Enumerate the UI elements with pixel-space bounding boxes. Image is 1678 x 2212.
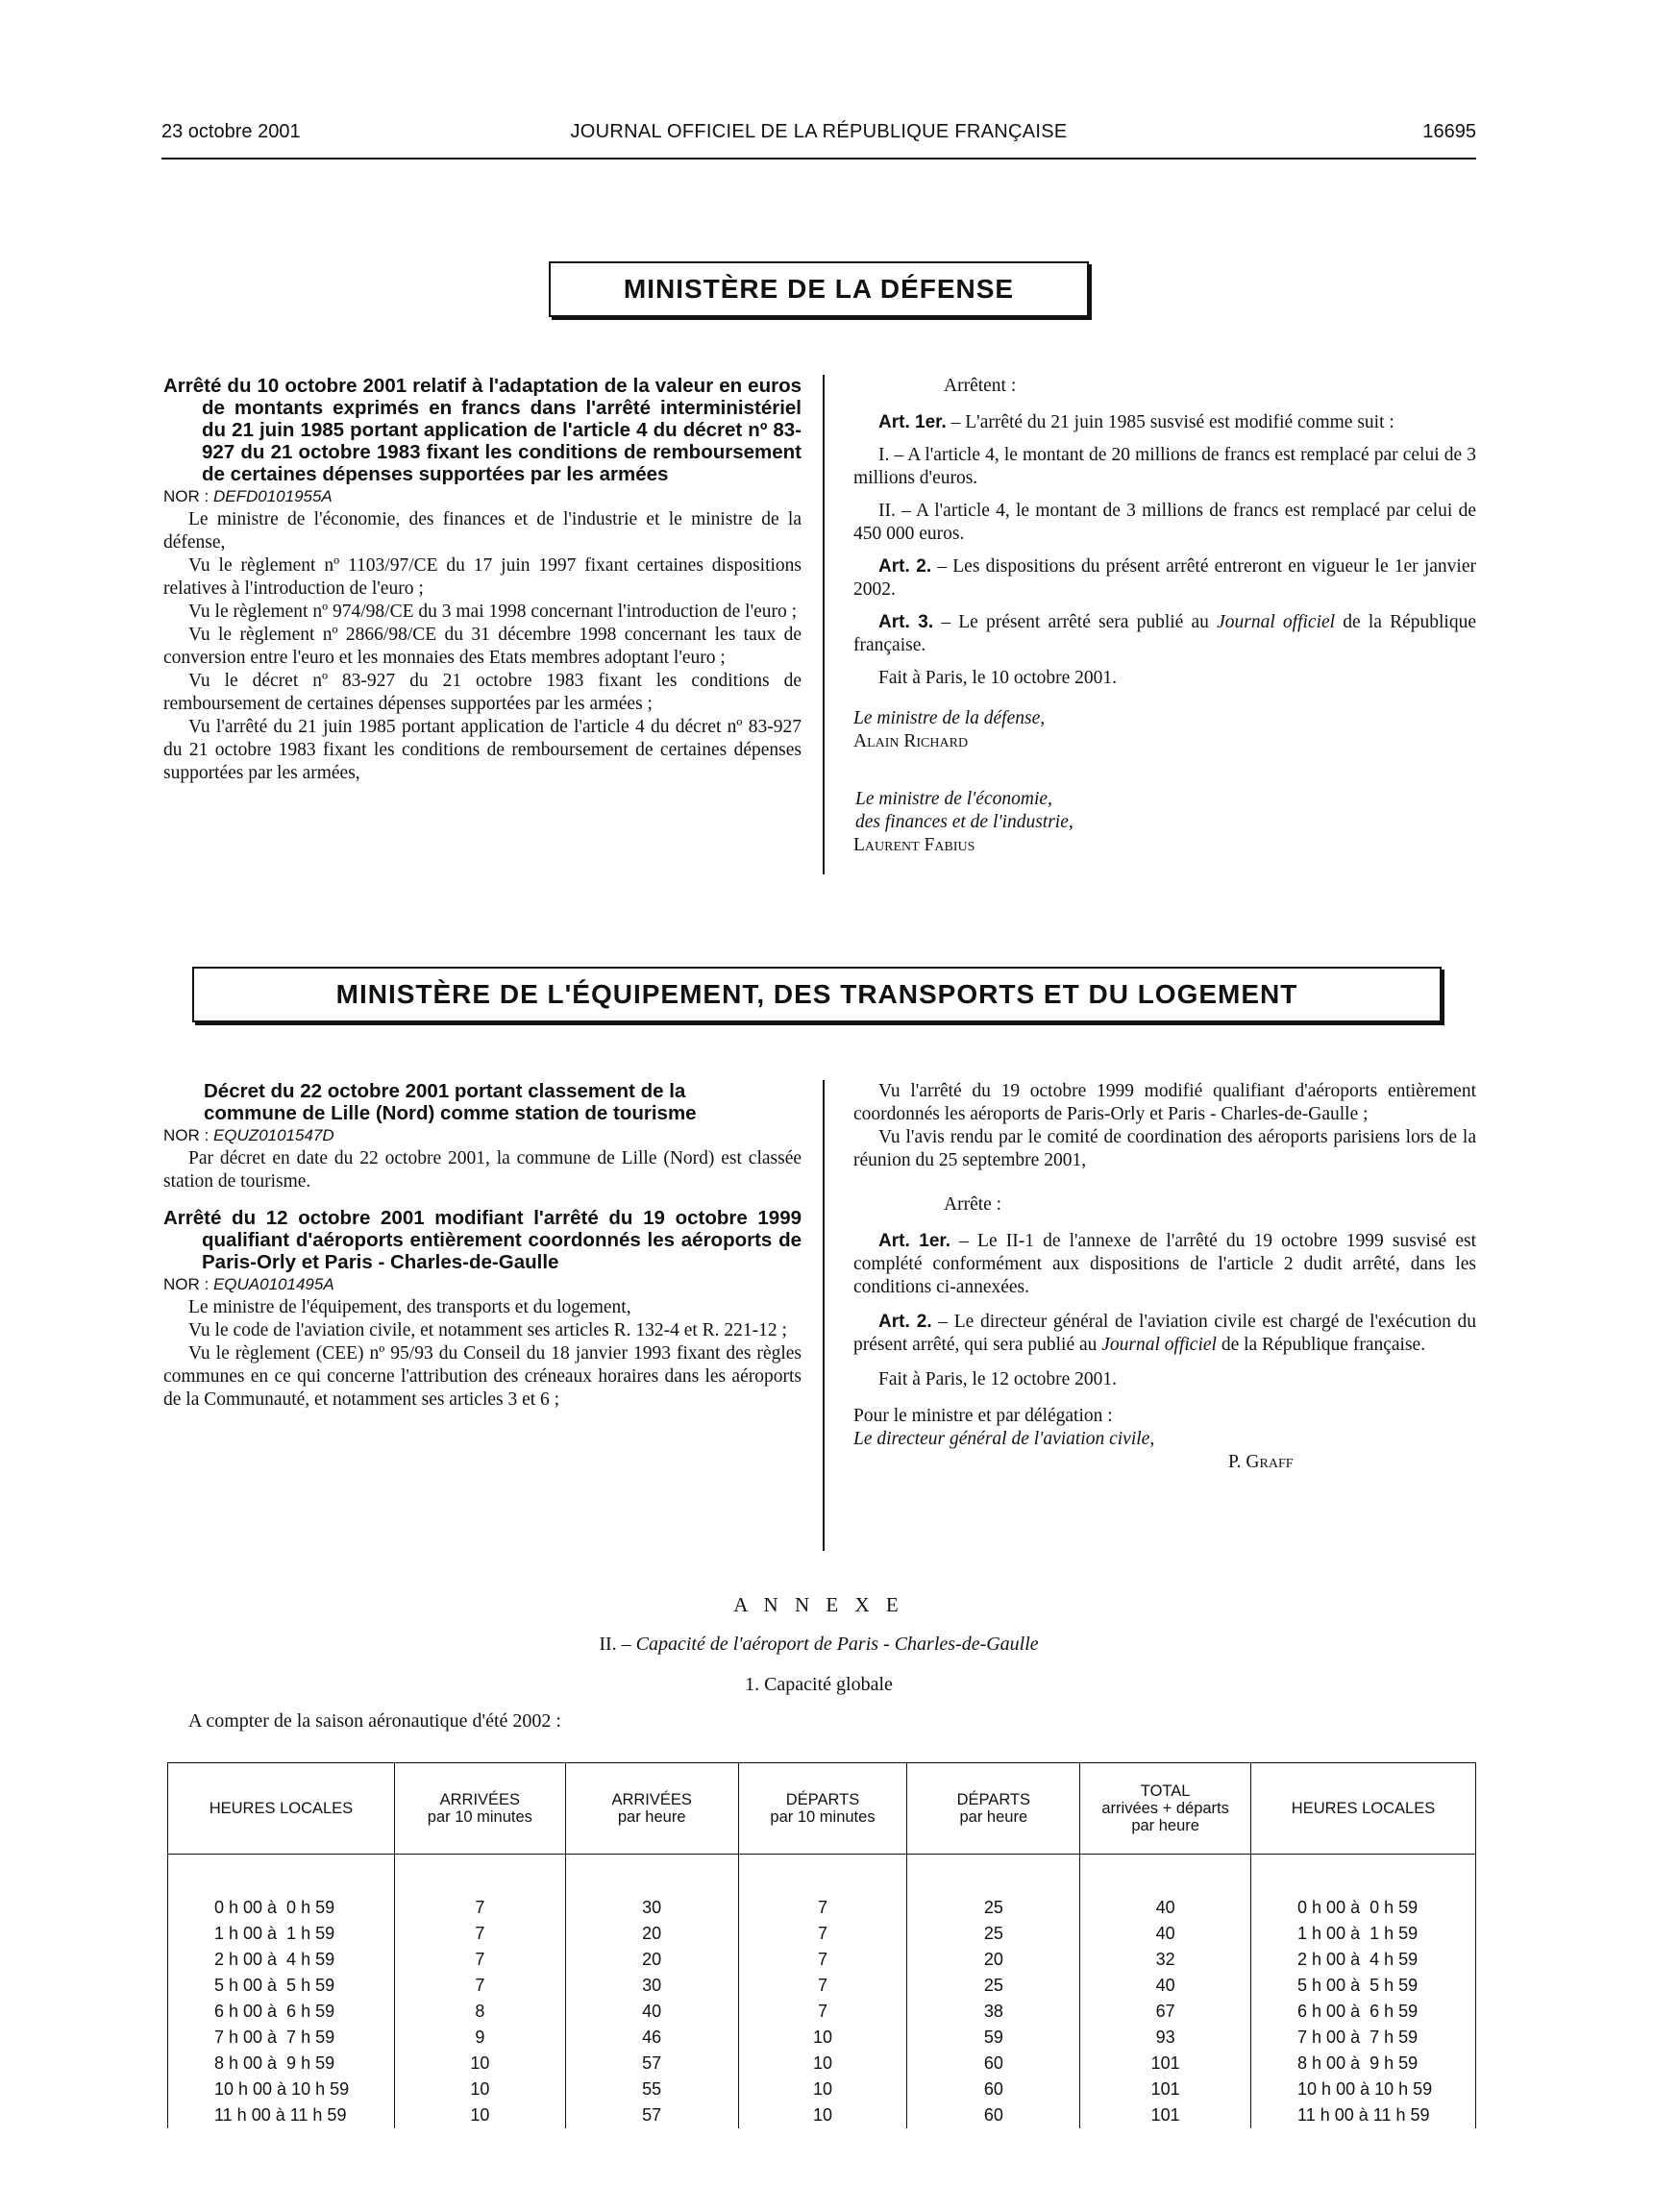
arrete-airports-fait: Fait à Paris, le 12 octobre 2001.	[878, 1369, 1118, 1389]
table-cell: 10 h 00 à 10 h 59	[168, 2077, 395, 2102]
table-cell: 7	[394, 1921, 565, 1947]
arrete-airports-paragraph-1: Le ministre de l'équipement, des transports et du logement,	[188, 1297, 631, 1317]
header-page-number: 16695	[1422, 121, 1476, 142]
arrete-airports-paragraph-3: Vu le règlement (CEE) nº 95/93 du Conseil du 18 janvier 1993 fixant des règles communes en ce qui concerne l'attribution des créneaux horaires dans les aéroports de la Communauté, et notamment ses articles 3 et 6 ;	[163, 1343, 802, 1410]
table-cell: 6 h 00 à 6 h 59	[168, 1999, 395, 2025]
table-cell: 1 h 00 à 1 h 59	[168, 1921, 395, 1947]
header-date: 23 octobre 2001	[161, 121, 301, 142]
table-cell: 7 h 00 à 7 h 59	[1251, 2025, 1476, 2051]
defense-paragraph-6: Vu l'arrêté du 21 juin 1985 portant application de l'article 4 du décret nº 83-927 du 21 octobre 1983 fixant les conditions de remboursement de certaines dépenses supportées par les armées,	[163, 717, 802, 783]
table-row	[168, 1895, 1476, 1921]
table-cell: 25	[907, 1921, 1080, 1947]
table-cell: 7	[738, 1921, 907, 1947]
defense-column-divider	[823, 375, 825, 874]
header-journal-title: JOURNAL OFFICIEL DE LA RÉPUBLIQUE FRANÇAISE	[570, 121, 1068, 142]
ministry-equipement-title: MINISTÈRE DE L'ÉQUIPEMENT, DES TRANSPORTS ET DU LOGEMENT	[335, 979, 1298, 1009]
defense-right-column	[853, 375, 1476, 857]
arrete-airports-paragraph-4: Vu l'arrêté du 19 octobre 1999 modifié qualifiant d'aéroports entièrement coordonnés les aéroports de Paris-Orly et Paris - Charles-de-Gaulle ;	[853, 1081, 1476, 1124]
annex-section-title: 1. Capacité globale	[745, 1674, 893, 1695]
column-header-departs-10min: DÉPARTS par 10 minutes	[738, 1763, 907, 1855]
equipement-left-column	[163, 1080, 802, 1412]
defense-fait: Fait à Paris, le 10 octobre 2001.	[878, 668, 1118, 688]
decree-lille-nor: NOR : EQUZ0101547D	[163, 1126, 334, 1144]
column-header-heures-locales-right: HEURES LOCALES	[1251, 1763, 1476, 1855]
table-cell: 101	[1080, 2102, 1251, 2128]
page-header	[161, 113, 1476, 152]
defense-signature-2-name: Laurent Fabius	[853, 835, 975, 855]
defense-paragraph-4: Vu le règlement nº 2866/98/CE du 31 décembre 1998 concernant les taux de conversion entre l'euro et les monnaies des Etats membres adoptant l'euro ;	[163, 625, 802, 668]
table-cell: 8 h 00 à 9 h 59	[1251, 2051, 1476, 2077]
table-row	[168, 1947, 1476, 1973]
table-cell: 38	[907, 1999, 1080, 2025]
table-cell: 59	[907, 2025, 1080, 2051]
table-cell: 20	[907, 1947, 1080, 1973]
annex-subtitle: II. – Capacité de l'aéroport de Paris - Charles-de-Gaulle	[599, 1634, 1039, 1655]
table-row	[168, 2051, 1476, 2077]
ministry-defense-title: MINISTÈRE DE LA DÉFENSE	[623, 274, 1015, 304]
table-cell: 10	[738, 2051, 907, 2077]
arrete-airports-signature-name: P. Graff	[1228, 1452, 1294, 1472]
table-cell: 60	[907, 2077, 1080, 2102]
table-row	[168, 1921, 1476, 1947]
column-header-arrivees-heure: ARRIVÉES par heure	[565, 1763, 738, 1855]
table-cell: 7 h 00 à 7 h 59	[168, 2025, 395, 2051]
table-cell: 46	[565, 2025, 738, 2051]
defense-signature-1-name: Alain Richard	[853, 731, 969, 751]
arrete-airports-paragraph-5: Vu l'avis rendu par le comité de coordination des aéroports parisiens lors de la réunion du 25 septembre 2001,	[853, 1127, 1476, 1170]
table-cell: 9	[394, 2025, 565, 2051]
arrete-airports-article-2: Art. 2. – Le directeur général de l'aviation civile est chargé de l'exécution du présent arrêté, qui sera publié au Journal officiel de la République française.	[853, 1312, 1476, 1355]
defense-paragraph-5: Vu le décret nº 83-927 du 21 octobre 1983 fixant les conditions de remboursement de certaines dépenses supportées par les armées ;	[163, 671, 802, 714]
ministry-defense-box	[549, 261, 1089, 317]
table-cell: 40	[1080, 1973, 1251, 1999]
capacity-table	[167, 1762, 1476, 2128]
defense-paragraph-1: Le ministre de l'économie, des finances et de l'industrie et le ministre de la défense,	[163, 509, 802, 553]
table-cell: 10	[738, 2025, 907, 2051]
table-cell: 10	[394, 2077, 565, 2102]
column-header-heures-locales: HEURES LOCALES	[168, 1763, 395, 1855]
capacity-table-header-row	[168, 1763, 1476, 1855]
defense-paragraph-3: Vu le règlement nº 974/98/CE du 3 mai 1998 concernant l'introduction de l'euro ;	[188, 602, 798, 622]
arrete-airports-title: Arrêté du 12 octobre 2001 modifiant l'arrêté du 19 octobre 1999 qualifiant d'aéroports entièrement coordonnés les aéroports de Paris-Orly et Paris - Charles-de-Gaulle	[163, 1207, 802, 1273]
column-header-total: TOTAL arrivées + départs par heure	[1080, 1763, 1251, 1855]
table-cell: 7	[738, 1895, 907, 1921]
defense-article-1-i: I. – A l'article 4, le montant de 20 millions de francs est remplacé par celui de 3 millions d'euros.	[853, 445, 1476, 488]
defense-signature-2-title: Le ministre de l'économie, des finances et de l'industrie,	[855, 789, 1073, 832]
table-cell: 7	[394, 1895, 565, 1921]
defense-article-3: Art. 3. – Le présent arrêté sera publié au Journal officiel de la République française.	[853, 612, 1476, 655]
decree-lille-title: Décret du 22 octobre 2001 portant classement de la commune de Lille (Nord) comme station de tourisme	[204, 1080, 697, 1124]
arrete-airports-signature-line-1: Pour le ministre et par délégation :	[853, 1406, 1113, 1426]
defense-signature-1-title: Le ministre de la défense,	[853, 708, 1046, 728]
table-cell: 11 h 00 à 11 h 59	[1251, 2102, 1476, 2128]
table-cell: 20	[565, 1921, 738, 1947]
table-cell: 30	[565, 1895, 738, 1921]
defense-left-column	[163, 375, 802, 785]
arrete-airports-article-1: Art. 1er. – Le II-1 de l'annexe de l'arrêté du 19 octobre 1999 susvisé est complété conformément aux dispositions de l'article 2 dudit arrêté, dans les conditions ci-annexées.	[853, 1231, 1476, 1297]
defense-article-1: Art. 1er. – L'arrêté du 21 juin 1985 susvisé est modifié comme suit :	[878, 412, 1394, 432]
table-cell: 7	[738, 1973, 907, 1999]
arrete-airports-arrete: Arrête :	[944, 1194, 1002, 1215]
defense-nor: NOR : DEFD0101955A	[163, 487, 333, 505]
table-cell: 57	[565, 2051, 738, 2077]
annex-intro: A compter de la saison aéronautique d'été 2002 :	[188, 1710, 561, 1732]
table-cell: 10	[394, 2102, 565, 2128]
equipement-column-divider	[823, 1080, 825, 1551]
header-rule	[161, 158, 1476, 160]
table-row	[168, 2077, 1476, 2102]
table-cell: 5 h 00 à 5 h 59	[1251, 1973, 1476, 1999]
table-cell: 7	[738, 1999, 907, 2025]
arrete-airports-signature-line-2: Le directeur général de l'aviation civile,	[853, 1429, 1155, 1449]
table-cell: 101	[1080, 2051, 1251, 2077]
table-cell: 10 h 00 à 10 h 59	[1251, 2077, 1476, 2102]
table-cell: 25	[907, 1895, 1080, 1921]
table-cell: 32	[1080, 1947, 1251, 1973]
decree-lille-paragraph: Par décret en date du 22 octobre 2001, la commune de Lille (Nord) est classée station de tourisme.	[163, 1148, 802, 1192]
table-cell: 10	[394, 2051, 565, 2077]
arrete-airports-nor: NOR : EQUA0101495A	[163, 1275, 334, 1293]
ministry-equipement-box	[192, 967, 1442, 1022]
column-header-departs-heure: DÉPARTS par heure	[907, 1763, 1080, 1855]
table-row	[168, 2025, 1476, 2051]
table-cell: 25	[907, 1973, 1080, 1999]
table-cell: 67	[1080, 1999, 1251, 2025]
table-cell: 7	[394, 1947, 565, 1973]
table-cell: 60	[907, 2051, 1080, 2077]
defense-article-2: Art. 2. – Les dispositions du présent arrêté entreront en vigueur le 1er janvier 2002.	[853, 556, 1476, 600]
column-header-arrivees-10min: ARRIVÉES par 10 minutes	[394, 1763, 565, 1855]
table-cell: 2 h 00 à 4 h 59	[168, 1947, 395, 1973]
table-cell: 101	[1080, 2077, 1251, 2102]
table-cell: 8 h 00 à 9 h 59	[168, 2051, 395, 2077]
table-cell: 10	[738, 2102, 907, 2128]
table-cell: 30	[565, 1973, 738, 1999]
table-cell: 7	[394, 1973, 565, 1999]
defense-decree-title: Arrêté du 10 octobre 2001 relatif à l'adaptation de la valeur en euros de montants exprimés en francs dans l'arrêté interministériel du 21 juin 1985 portant application de l'article 4 du décret nº 83-927 du 21 octobre 1983 fixant les conditions de remboursement de certaines dépenses supportées par les armées	[163, 375, 802, 485]
table-cell: 40	[1080, 1921, 1251, 1947]
annex-title: A N N E X E	[733, 1593, 904, 1616]
table-cell: 11 h 00 à 11 h 59	[168, 2102, 395, 2128]
defense-article-1-ii: II. – A l'article 4, le montant de 3 millions de francs est remplacé par celui de 450 000 euros.	[853, 501, 1476, 544]
arrete-airports-paragraph-2: Vu le code de l'aviation civile, et notamment ses articles R. 132-4 et R. 221-12 ;	[188, 1320, 787, 1340]
table-cell: 5 h 00 à 5 h 59	[168, 1973, 395, 1999]
equipement-right-column	[853, 1080, 1476, 1474]
table-cell: 60	[907, 2102, 1080, 2128]
table-cell: 20	[565, 1947, 738, 1973]
table-row	[168, 2102, 1476, 2128]
table-cell: 0 h 00 à 0 h 59	[168, 1895, 395, 1921]
table-cell: 57	[565, 2102, 738, 2128]
defense-paragraph-2: Vu le règlement nº 1103/97/CE du 17 juin 1997 fixant certaines dispositions relatives à l'introduction de l'euro ;	[163, 555, 802, 599]
table-cell: 1 h 00 à 1 h 59	[1251, 1921, 1476, 1947]
table-cell: 8	[394, 1999, 565, 2025]
table-cell: 40	[1080, 1895, 1251, 1921]
table-cell: 40	[565, 1999, 738, 2025]
table-row	[168, 1973, 1476, 1999]
table-cell: 2 h 00 à 4 h 59	[1251, 1947, 1476, 1973]
defense-arretent: Arrêtent :	[944, 376, 1017, 396]
table-cell: 10	[738, 2077, 907, 2102]
table-cell: 7	[738, 1947, 907, 1973]
table-cell: 0 h 00 à 0 h 59	[1251, 1895, 1476, 1921]
table-cell: 93	[1080, 2025, 1251, 2051]
table-row	[168, 1999, 1476, 2025]
table-cell: 6 h 00 à 6 h 59	[1251, 1999, 1476, 2025]
table-cell: 55	[565, 2077, 738, 2102]
